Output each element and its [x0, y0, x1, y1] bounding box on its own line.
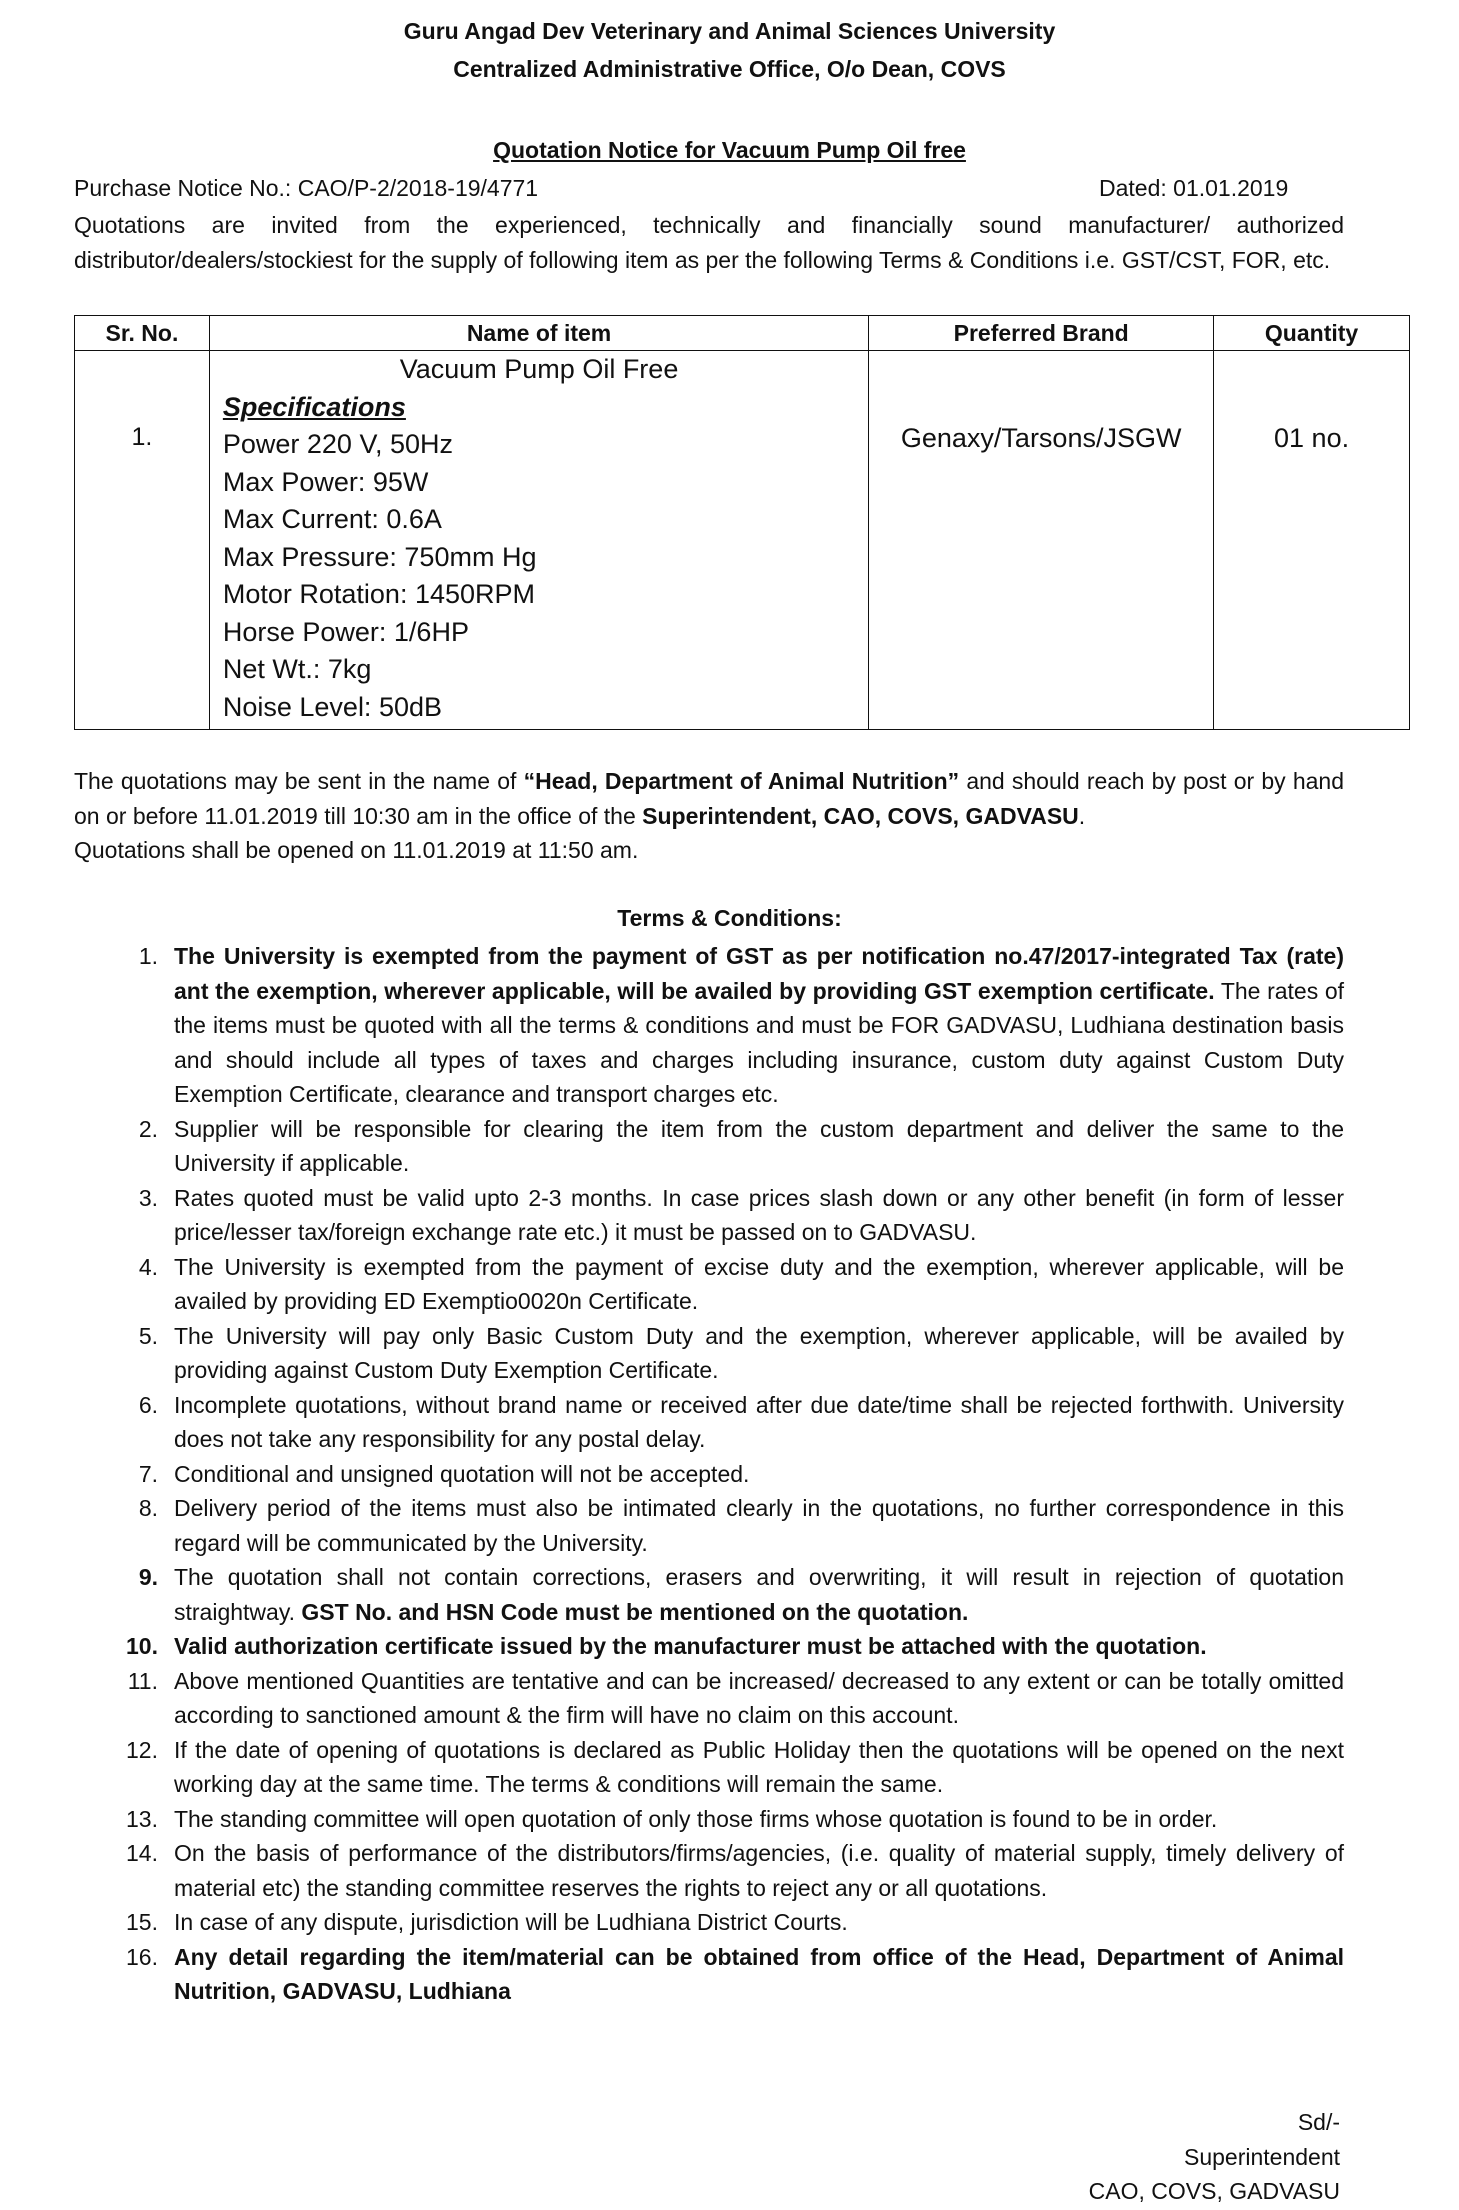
term-text: Any detail regarding the item/material can be obtained from office of the Head, Department of Animal Nutrition, GADVASU, Ludhiana [174, 1943, 1344, 2004]
term-text: The University is exempted from the payment of excise duty and the exemption, wherever applicable, will be availed by providing ED Exemptio0020n Certificate. [174, 1253, 1344, 1314]
term-text: Valid authorization certificate issued by the manufacturer must be attached with the quotation. [174, 1633, 1207, 1659]
list-item [74, 1905, 1344, 1940]
notice-date: Dated: 01.01.2019 [1099, 175, 1289, 201]
spec-line: Net Wt.: 7kg [222, 654, 372, 684]
term-number: 1. [138, 943, 158, 969]
submission-text: The quotations may be sent in the name of [74, 768, 524, 794]
list-item [74, 1629, 1344, 1664]
table-row [75, 351, 1410, 730]
purchase-notice-number: Purchase Notice No.: CAO/P-2/2018-19/4771 [74, 175, 539, 201]
term-plain-text: The quotation shall not contain corrections, erasers and overwriting, it will result in rejection of quotation straightway. [174, 1564, 1344, 1625]
terms-list [74, 939, 1344, 2009]
col-header-preferred-brand: Preferred Brand [869, 316, 1214, 351]
quantity-cell: 01 no. [1214, 351, 1410, 730]
signature-sd: Sd/- [1297, 2109, 1340, 2135]
term-bold-text: The University is exempted from the payment of GST as per notification no.47/2017-integrated Tax (rate) ant the exemption, wherever applicable, will be availed by providing GST exemption certificate. [174, 943, 1344, 1004]
term-number: 11. [127, 1667, 158, 1694]
sr-no-cell: 1. [75, 351, 210, 730]
addressee: “Head, Department of Animal Nutrition” [523, 768, 960, 794]
preferred-brand-cell: Genaxy/Tarsons/JSGW [869, 351, 1214, 730]
spec-line: Noise Level: 50dB [222, 691, 442, 722]
list-item [74, 1836, 1344, 1905]
term-text: Supplier will be responsible for clearing the item from the custom department and deliver the same to the University if applicable. [174, 1115, 1344, 1176]
submission-text: . [1078, 802, 1086, 829]
term-text: The standing committee will open quotation of only those firms whose quotation is found to be in order. [174, 1805, 1218, 1832]
term-number: 13. [126, 1805, 158, 1832]
signature-office: CAO, COVS, GADVASU [1088, 2178, 1340, 2204]
intro-paragraph: Quotations are invited from the experienced, technically and financially sound manufacturer/ authorized distributor/dealers/stockiest for the supply of following item as per the following Terms & Conditions i.e. GST/CST, FOR, etc. [74, 212, 1344, 273]
term-text: In case of any dispute, jurisdiction will be Ludhiana District Courts. [174, 1909, 848, 1935]
signature-block [1089, 2105, 1340, 2209]
term-number: 4. [138, 1253, 158, 1280]
list-item [74, 1491, 1344, 1560]
term-number: 14. [126, 1840, 158, 1866]
specifications-heading: Specifications [222, 391, 406, 422]
col-header-name-of-item: Name of item [209, 316, 868, 351]
list-item [74, 939, 1344, 1112]
list-item [74, 1802, 1344, 1837]
list-item [74, 1319, 1344, 1388]
university-name: Guru Angad Dev Veterinary and Animal Sciences University [403, 18, 1056, 44]
notice-title: Quotation Notice for Vacuum Pump Oil free [493, 137, 966, 163]
list-item [74, 1250, 1344, 1319]
term-number: 6. [138, 1391, 158, 1418]
item-name-cell [209, 351, 868, 730]
term-number: 9. [138, 1564, 158, 1590]
term-text: Delivery period of the items must also be intimated clearly in the quotations, no further correspondence in this regard will be communicated by the University. [174, 1495, 1344, 1556]
term-text: Rates quoted must be valid upto 2-3 months. In case prices slash down or any other benefit (in form of lesser price/lesser tax/foreign exchange rate etc.) it must be passed on to GADVASU. [174, 1184, 1344, 1245]
spec-line: Horse Power: 1/6HP [222, 616, 469, 647]
term-number: 5. [138, 1322, 158, 1349]
term-number: 12. [126, 1736, 158, 1763]
signature-designation: Superintendent [1183, 2143, 1340, 2170]
terms-heading: Terms & Conditions: [617, 905, 842, 931]
office-name: Centralized Administrative Office, O/o Dean, COVS [453, 56, 1006, 82]
spec-line: Motor Rotation: 1450RPM [222, 579, 536, 609]
term-plain-text: The rates of the items must be quoted with all the terms & conditions and must be FOR GADVASU, Ludhiana destination basis and should include all types of taxes and charges including insurance, custom duty against Custom Duty Exemption Certificate, clearance and transport charges etc. [174, 977, 1345, 1107]
item-name: Vacuum Pump Oil Free [399, 354, 679, 384]
term-number: 7. [138, 1460, 158, 1487]
term-number: 8. [138, 1495, 158, 1521]
list-item [74, 1457, 1344, 1492]
list-item [74, 1733, 1344, 1802]
spec-line: Max Pressure: 750mm Hg [222, 541, 537, 572]
list-item [74, 1388, 1344, 1457]
term-text: On the basis of performance of the distributors/firms/agencies, (i.e. quality of material supply, timely delivery of material etc) the standing committee reserves the rights to reject any or all quotations. [174, 1840, 1344, 1901]
term-number: 16. [126, 1943, 158, 1970]
term-text: Conditional and unsigned quotation will not be accepted. [174, 1460, 750, 1487]
term-text: Incomplete quotations, without brand name or received after due date/time shall be rejected forthwith. University does not take any responsibility for any postal delay. [174, 1391, 1344, 1452]
term-text: If the date of opening of quotations is declared as Public Holiday then the quotations will be opened on the next working day at the same time. The terms & conditions will remain the same. [174, 1736, 1344, 1797]
opening-date-text: Quotations shall be opened on 11.01.2019 at 11:50 am. [74, 837, 639, 863]
list-item [74, 1112, 1344, 1181]
submission-paragraph [74, 764, 1344, 868]
spec-line: Max Power: 95W [222, 466, 429, 497]
col-header-quantity: Quantity [1214, 316, 1410, 351]
term-text [174, 1560, 1344, 1629]
col-header-sr-no: Sr. No. [75, 316, 210, 351]
list-item [74, 1664, 1344, 1733]
term-number: 2. [138, 1115, 158, 1142]
term-bold-text: GST No. and HSN Code must be mentioned on the quotation. [301, 1598, 969, 1625]
spec-line: Max Current: 0.6A [222, 504, 442, 534]
items-table [74, 315, 1410, 730]
list-item [74, 1560, 1344, 1629]
term-text [174, 939, 1344, 1112]
spec-line: Power 220 V, 50Hz [222, 429, 454, 459]
term-number: 3. [138, 1184, 158, 1211]
list-item [74, 1940, 1344, 2009]
term-number: 10. [126, 1633, 158, 1659]
table-header-row [75, 316, 1410, 351]
term-text: Above mentioned Quantities are tentative and can be increased/ decreased to any extent or can be totally omitted according to sanctioned amount & the firm will have no claim on this account. [174, 1667, 1344, 1728]
list-item [74, 1181, 1344, 1250]
term-text: The University will pay only Basic Custom Duty and the exemption, wherever applicable, will be availed by providing against Custom Duty Exemption Certificate. [174, 1322, 1344, 1383]
term-number: 15. [126, 1909, 158, 1935]
submission-office: Superintendent, CAO, COVS, GADVASU [642, 802, 1079, 829]
submission-text: and should reach by post or by hand on or before 11.01.2019 till 10:30 am in the office of the [74, 768, 1344, 829]
